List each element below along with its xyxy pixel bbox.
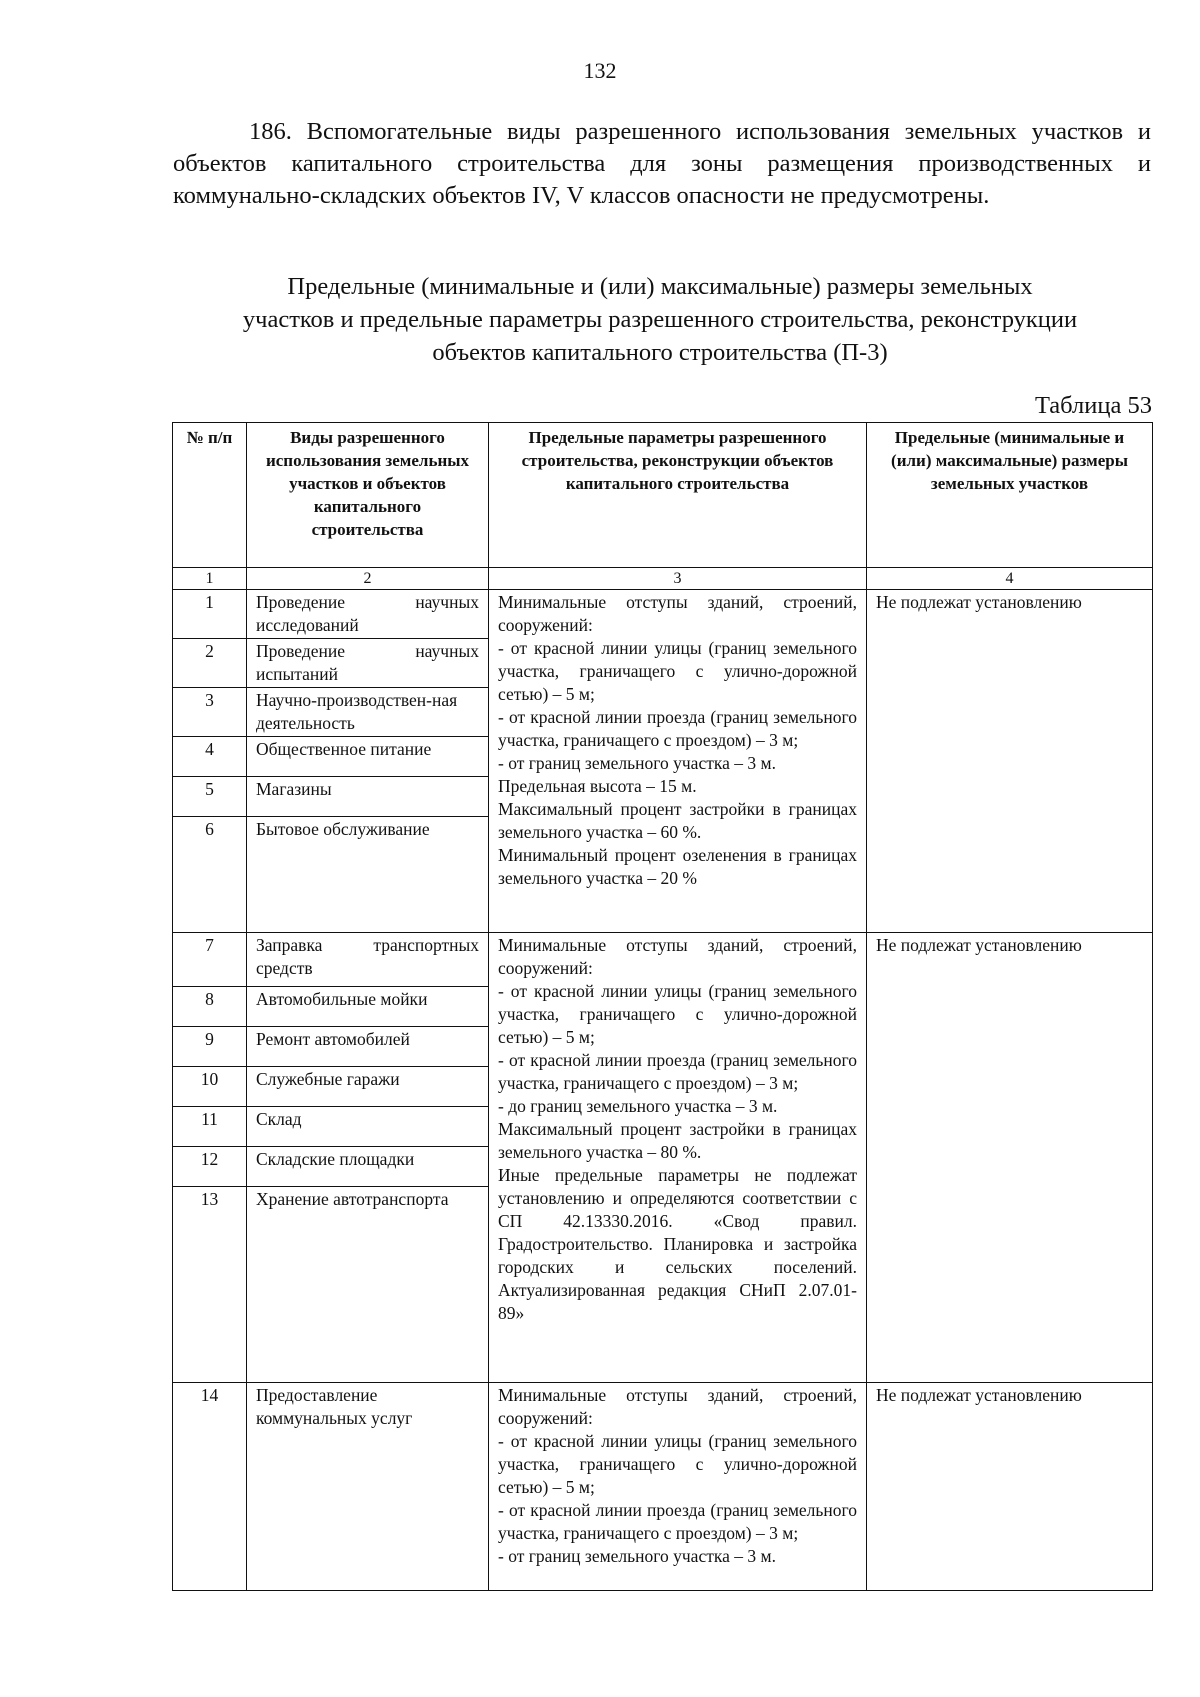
table-row [173,933,1153,987]
heading-line-3: объектов капитального строительства (П-3) [432,339,888,366]
row-use-type: Склад [247,1107,489,1147]
row-number: 10 [173,1067,247,1107]
param-line: Минимальные отступы зданий, строений, сооружений: [498,592,857,635]
group-2-params [489,933,867,1383]
row-number: 7 [173,933,247,987]
group-1-params [489,590,867,933]
header-num: № п/п [173,423,247,568]
column-number: 2 [247,568,489,590]
row-use-type: Проведение научных испытаний [247,639,489,688]
row-use-type: Хранение автотранспорта [247,1187,489,1383]
header-type: Виды разрешенного использования земельных участков и объектов капитального строительства [247,423,489,568]
row-use-type: Бытовое обслуживание [247,817,489,933]
column-number-row [173,568,1153,590]
row-number: 14 [173,1383,247,1591]
param-line: - от границ земельного участка – 3 м. [498,753,776,773]
table-row [173,1383,1153,1591]
param-line: - от красной линии проезда (границ земельного участка, граничащего с проездом) – 3 м; [498,707,857,750]
table-heading [160,270,1160,369]
param-line: - от границ земельного участка – 3 м. [498,1546,776,1566]
row-number: 3 [173,688,247,737]
row-use-type: Ремонт автомобилей [247,1027,489,1067]
row-use-type: Научно-производствен-ная деятельность [247,688,489,737]
header-params: Предельные параметры разрешенного строительства, реконструкции объектов капитального строительства [489,423,867,568]
param-line: - от красной линии улицы (границ земельного участка, граничащего с улично-дорожной сетью) – 5 м; [498,981,857,1047]
group-3-params [489,1383,867,1591]
param-line: - от красной линии проезда (границ земельного участка, граничащего с проездом) – 3 м; [498,1500,857,1543]
param-line: - от красной линии улицы (границ земельного участка, граничащего с улично-дорожной сетью) – 5 м; [498,1431,857,1497]
row-use-type: Служебные гаражи [247,1067,489,1107]
group-1-sizes: Не подлежат установлению [867,590,1153,933]
row-use-type: Общественное питание [247,737,489,777]
row-number: 12 [173,1147,247,1187]
row-use-type: Заправка транспортных средств [247,933,489,987]
group-3-sizes: Не подлежат установлению [867,1383,1153,1591]
column-number: 3 [489,568,867,590]
param-line: - до границ земельного участка – 3 м. [498,1096,778,1116]
param-line: - от красной линии проезда (границ земельного участка, граничащего с проездом) – 3 м; [498,1050,857,1093]
paragraph-186 [173,116,1151,212]
row-use-type: Складские площадки [247,1147,489,1187]
column-number: 4 [867,568,1153,590]
row-number: 5 [173,777,247,817]
param-line: Максимальный процент застройки в границах земельного участка – 60 %. [498,799,857,842]
row-number: 1 [173,590,247,639]
row-use-type: Предоставление коммунальных услуг [247,1383,489,1591]
row-number: 8 [173,987,247,1027]
param-line: Минимальные отступы зданий, строений, сооружений: [498,1385,857,1428]
row-use-type: Автомобильные мойки [247,987,489,1027]
param-line: - от красной линии улицы (границ земельного участка, граничащего с улично-дорожной сетью) – 5 м; [498,638,857,704]
param-line: Иные предельные параметры не подлежат установлению и определяются соответствии с СП 42.13330.2016. «Свод правил. Градостроительство. Планировка и застройка городских и сельских поселений. Актуализированная редакция СНиП 2.07.01-89» [498,1165,857,1323]
param-line: Предельная высота – 15 м. [498,776,697,796]
group-2-sizes: Не подлежат установлению [867,933,1153,1383]
param-line: Максимальный процент застройки в границах земельного участка – 80 %. [498,1119,857,1162]
page-number: 132 [583,58,617,83]
row-use-type: Магазины [247,777,489,817]
table-row [173,590,1153,639]
header-row [173,423,1153,568]
row-number: 2 [173,639,247,688]
row-number: 4 [173,737,247,777]
param-line: Минимальные отступы зданий, строений, сооружений: [498,935,857,978]
parameters-table [172,422,1153,1591]
row-number: 11 [173,1107,247,1147]
heading-line-1: Предельные (минимальные и (или) максимальные) размеры земельных [287,273,1033,300]
paragraph-text: 186. Вспомогательные виды разрешенного использования земельных участков и объектов капитального строительства для зоны размещения производственных и коммунально-складских объектов IV, V классов опасности не предусмотрены. [173,118,1151,209]
row-use-type: Проведение научных исследований [247,590,489,639]
row-number: 6 [173,817,247,933]
header-sizes: Предельные (минимальные и (или) максимальные) размеры земельных участков [867,423,1153,568]
heading-line-2: участков и предельные параметры разрешенного строительства, реконструкции [242,306,1078,333]
table-label: Таблица 53 [1034,392,1152,419]
row-number: 9 [173,1027,247,1067]
row-number: 13 [173,1187,247,1383]
column-number: 1 [173,568,247,590]
param-line: Минимальный процент озеленения в границах земельного участка – 20 % [498,845,857,888]
